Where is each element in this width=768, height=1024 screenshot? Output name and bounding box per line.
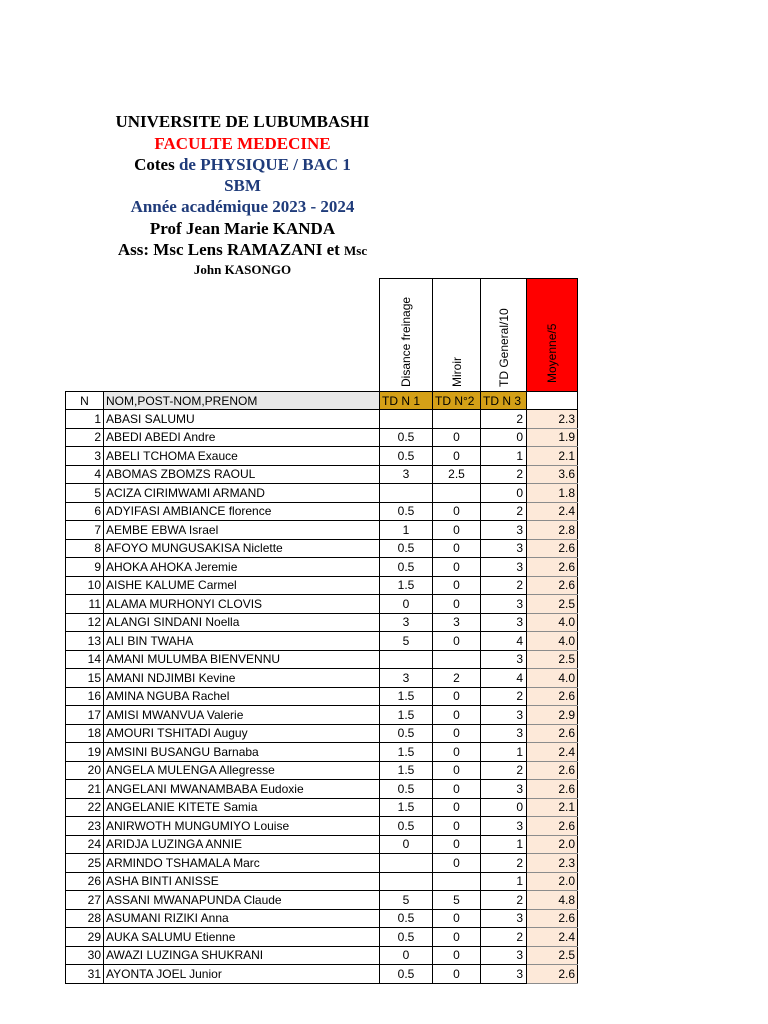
td3-score: 4 xyxy=(481,632,527,651)
row-number: 14 xyxy=(66,650,104,669)
table-row xyxy=(66,798,578,817)
td2-score: 0 xyxy=(433,965,481,984)
student-name: AMANI NDJIMBI Kevine xyxy=(104,669,380,688)
table-row xyxy=(66,891,578,910)
td3-score: 2 xyxy=(481,502,527,521)
row-number: 13 xyxy=(66,632,104,651)
table-row xyxy=(66,872,578,891)
row-number: 6 xyxy=(66,502,104,521)
student-name: ANGELA MULENGA Allegresse xyxy=(104,761,380,780)
student-name: ALANGI SINDANI Noella xyxy=(104,613,380,632)
row-number: 29 xyxy=(66,928,104,947)
moyenne-score: 4.0 xyxy=(527,669,578,688)
td1-score: 0.5 xyxy=(380,780,433,799)
student-name: ABASI SALUMU xyxy=(104,410,380,429)
td1-score: 0.5 xyxy=(380,928,433,947)
td2-score: 0 xyxy=(433,687,481,706)
td3-score: 3 xyxy=(481,706,527,725)
table-row xyxy=(66,780,578,799)
td2-score: 3 xyxy=(433,613,481,632)
row-number: 3 xyxy=(66,447,104,466)
td2-score xyxy=(433,410,481,429)
col-td2: TD N°2 xyxy=(433,392,481,410)
table-row xyxy=(66,817,578,836)
table-row xyxy=(66,946,578,965)
row-number: 25 xyxy=(66,854,104,873)
moyenne-score: 2.4 xyxy=(527,928,578,947)
td3-score: 2 xyxy=(481,687,527,706)
td2-score: 0 xyxy=(433,576,481,595)
td1-score: 3 xyxy=(380,613,433,632)
td1-score: 1.5 xyxy=(380,576,433,595)
student-name: AHOKA AHOKA Jeremie xyxy=(104,558,380,577)
col-moyenne xyxy=(527,392,578,410)
moyenne-score: 2.8 xyxy=(527,521,578,540)
student-name: ARMINDO TSHAMALA Marc xyxy=(104,854,380,873)
professor-name: Prof Jean Marie KANDA xyxy=(149,219,336,238)
row-number: 12 xyxy=(66,613,104,632)
rotated-header-row xyxy=(66,279,578,392)
student-name: AMANI MULUMBA BIENVENNU xyxy=(104,650,380,669)
td1-score xyxy=(380,872,433,891)
td2-score: 0 xyxy=(433,909,481,928)
td2-score: 0 xyxy=(433,632,481,651)
table-row xyxy=(66,650,578,669)
td3-score: 2 xyxy=(481,465,527,484)
faculty-title: FACULTE MEDECINE xyxy=(154,134,331,153)
table-row xyxy=(66,447,578,466)
td1-score: 0 xyxy=(380,835,433,854)
td2-score: 0 xyxy=(433,447,481,466)
table-row xyxy=(66,558,578,577)
td1-score xyxy=(380,650,433,669)
moyenne-score: 2.3 xyxy=(527,410,578,429)
td3-score: 2 xyxy=(481,854,527,873)
moyenne-score: 2.6 xyxy=(527,909,578,928)
moyenne-score: 2.6 xyxy=(527,817,578,836)
td2-score: 0 xyxy=(433,595,481,614)
moyenne-score: 2.3 xyxy=(527,854,578,873)
table-row xyxy=(66,854,578,873)
td3-score: 1 xyxy=(481,835,527,854)
td3-score: 3 xyxy=(481,817,527,836)
td2-score: 0 xyxy=(433,835,481,854)
row-number: 23 xyxy=(66,817,104,836)
td3-score: 2 xyxy=(481,576,527,595)
moyenne-score: 2.1 xyxy=(527,798,578,817)
td2-score xyxy=(433,872,481,891)
moyenne-score: 2.9 xyxy=(527,706,578,725)
td2-score: 5 xyxy=(433,891,481,910)
moyenne-score: 2.0 xyxy=(527,872,578,891)
moyenne-score: 2.5 xyxy=(527,595,578,614)
td1-score: 0.5 xyxy=(380,539,433,558)
table-row xyxy=(66,669,578,688)
table-row xyxy=(66,465,578,484)
td3-score: 4 xyxy=(481,669,527,688)
td3-score: 3 xyxy=(481,780,527,799)
row-number: 30 xyxy=(66,946,104,965)
table-row xyxy=(66,835,578,854)
td3-score: 3 xyxy=(481,946,527,965)
moyenne-score: 1.9 xyxy=(527,428,578,447)
td3-score: 1 xyxy=(481,743,527,762)
row-number: 10 xyxy=(66,576,104,595)
student-name: ASUMANI RIZIKI Anna xyxy=(104,909,380,928)
moyenne-score: 2.1 xyxy=(527,447,578,466)
moyenne-score: 2.6 xyxy=(527,780,578,799)
assistants-text: Ass: Msc Lens RAMAZANI et xyxy=(117,240,345,259)
table-row xyxy=(66,761,578,780)
student-name: AFOYO MUNGUSAKISA Niclette xyxy=(104,539,380,558)
td3-score: 3 xyxy=(481,965,527,984)
td1-score: 1.5 xyxy=(380,706,433,725)
row-number: 11 xyxy=(66,595,104,614)
moyenne-score: 4.0 xyxy=(527,613,578,632)
col-n: N xyxy=(66,392,104,410)
student-name: ABEDI ABEDI Andre xyxy=(104,428,380,447)
td1-score xyxy=(380,410,433,429)
column-header-row xyxy=(66,392,578,410)
row-number: 15 xyxy=(66,669,104,688)
row-number: 22 xyxy=(66,798,104,817)
table-row xyxy=(66,743,578,762)
student-name: AMINA NGUBA Rachel xyxy=(104,687,380,706)
td3-score: 1 xyxy=(481,447,527,466)
student-name: AUKA SALUMU Etienne xyxy=(104,928,380,947)
header-moyenne-rotated: Moyenne/5 xyxy=(527,279,578,392)
moyenne-score: 2.4 xyxy=(527,743,578,762)
student-name: AMOURI TSHITADI Auguy xyxy=(104,724,380,743)
td1-score: 0.5 xyxy=(380,447,433,466)
student-name: ANGELANIE KITETE Samia xyxy=(104,798,380,817)
td2-score xyxy=(433,484,481,503)
td3-score: 2 xyxy=(481,761,527,780)
moyenne-score: 2.5 xyxy=(527,946,578,965)
td2-score: 2.5 xyxy=(433,465,481,484)
student-name: ABOMAS ZBOMZS RAOUL xyxy=(104,465,380,484)
td3-score: 3 xyxy=(481,650,527,669)
table-row xyxy=(66,428,578,447)
row-number: 28 xyxy=(66,909,104,928)
td2-score xyxy=(433,650,481,669)
table-row xyxy=(66,909,578,928)
td1-score: 0.5 xyxy=(380,724,433,743)
td3-score: 1 xyxy=(481,872,527,891)
student-name: ABELI TCHOMA Exauce xyxy=(104,447,380,466)
row-number: 17 xyxy=(66,706,104,725)
td1-score: 5 xyxy=(380,632,433,651)
table-row xyxy=(66,632,578,651)
student-name: AEMBE EBWA Israel xyxy=(104,521,380,540)
moyenne-score: 2.6 xyxy=(527,576,578,595)
td1-score: 1.5 xyxy=(380,743,433,762)
row-number: 7 xyxy=(66,521,104,540)
td2-score: 0 xyxy=(433,798,481,817)
row-number: 21 xyxy=(66,780,104,799)
course-line xyxy=(0,155,485,175)
row-number: 2 xyxy=(66,428,104,447)
td3-score: 0 xyxy=(481,484,527,503)
table-row xyxy=(66,410,578,429)
col-name: NOM,POST-NOM,PRENOM xyxy=(104,392,380,410)
assistants-msc: Msc xyxy=(344,243,368,258)
table-row xyxy=(66,539,578,558)
td1-score: 3 xyxy=(380,465,433,484)
row-number: 27 xyxy=(66,891,104,910)
row-number: 5 xyxy=(66,484,104,503)
row-number: 19 xyxy=(66,743,104,762)
student-name: AMISI MWANVUA Valerie xyxy=(104,706,380,725)
row-number: 20 xyxy=(66,761,104,780)
row-number: 8 xyxy=(66,539,104,558)
col-td1: TD N 1 xyxy=(380,392,433,410)
td1-score: 0.5 xyxy=(380,502,433,521)
moyenne-score: 2.6 xyxy=(527,558,578,577)
table-row xyxy=(66,706,578,725)
td3-score: 3 xyxy=(481,724,527,743)
moyenne-score: 3.6 xyxy=(527,465,578,484)
table-row xyxy=(66,613,578,632)
td1-score: 0 xyxy=(380,595,433,614)
student-name: ADYIFASI AMBIANCE florence xyxy=(104,502,380,521)
table-row xyxy=(66,576,578,595)
td2-score: 0 xyxy=(433,539,481,558)
td2-score: 0 xyxy=(433,780,481,799)
student-name: ALI BIN TWAHA xyxy=(104,632,380,651)
header-td2-rotated: Miroir xyxy=(433,279,481,392)
td3-score: 2 xyxy=(481,928,527,947)
td3-score: 3 xyxy=(481,909,527,928)
student-name: ASHA BINTI ANISSE xyxy=(104,872,380,891)
table-row xyxy=(66,595,578,614)
td2-score: 0 xyxy=(433,817,481,836)
td2-score: 0 xyxy=(433,761,481,780)
moyenne-score: 2.0 xyxy=(527,835,578,854)
td2-score: 0 xyxy=(433,946,481,965)
row-number: 9 xyxy=(66,558,104,577)
row-number: 1 xyxy=(66,410,104,429)
td2-score: 0 xyxy=(433,706,481,725)
moyenne-score: 2.4 xyxy=(527,502,578,521)
table-row xyxy=(66,965,578,984)
td3-score: 3 xyxy=(481,613,527,632)
td2-score: 0 xyxy=(433,724,481,743)
moyenne-score: 1.8 xyxy=(527,484,578,503)
td3-score: 2 xyxy=(481,891,527,910)
student-name: ANGELANI MWANAMBABA Eudoxie xyxy=(104,780,380,799)
td1-score xyxy=(380,484,433,503)
row-number: 31 xyxy=(66,965,104,984)
td3-score: 0 xyxy=(481,798,527,817)
grades-table xyxy=(65,278,578,984)
td2-score: 0 xyxy=(433,743,481,762)
td1-score: 1.5 xyxy=(380,687,433,706)
row-number: 26 xyxy=(66,872,104,891)
student-name: AWAZI LUZINGA SHUKRANI xyxy=(104,946,380,965)
td1-score xyxy=(380,854,433,873)
td2-score: 0 xyxy=(433,428,481,447)
table-row xyxy=(66,502,578,521)
table-row xyxy=(66,521,578,540)
moyenne-score: 2.6 xyxy=(527,687,578,706)
row-number: 4 xyxy=(66,465,104,484)
td1-score: 5 xyxy=(380,891,433,910)
student-name: ACIZA CIRIMWAMI ARMAND xyxy=(104,484,380,503)
td3-score: 3 xyxy=(481,595,527,614)
moyenne-score: 2.5 xyxy=(527,650,578,669)
td1-score: 1 xyxy=(380,521,433,540)
assistants-line-2: John KASONGO xyxy=(193,262,292,277)
row-number: 18 xyxy=(66,724,104,743)
td1-score: 0.5 xyxy=(380,909,433,928)
td1-score: 0.5 xyxy=(380,558,433,577)
student-name: AYONTA JOEL Junior xyxy=(104,965,380,984)
table-row xyxy=(66,724,578,743)
course-de: de xyxy=(178,155,201,174)
td1-score: 0 xyxy=(380,946,433,965)
td2-score: 0 xyxy=(433,502,481,521)
td2-score: 2 xyxy=(433,669,481,688)
moyenne-score: 4.8 xyxy=(527,891,578,910)
moyenne-score: 2.6 xyxy=(527,761,578,780)
header-td3-rotated: TD General/10 xyxy=(481,279,527,392)
assistants-line xyxy=(0,240,485,260)
student-name: ANIRWOTH MUNGUMIYO Louise xyxy=(104,817,380,836)
student-name: ASSANI MWANAPUNDA Claude xyxy=(104,891,380,910)
moyenne-score: 2.6 xyxy=(527,724,578,743)
program-title: SBM xyxy=(224,176,261,195)
td3-score: 2 xyxy=(481,410,527,429)
row-number: 16 xyxy=(66,687,104,706)
student-name: ALAMA MURHONYI CLOVIS xyxy=(104,595,380,614)
td1-score: 1.5 xyxy=(380,798,433,817)
td1-score: 1.5 xyxy=(380,761,433,780)
td2-score: 0 xyxy=(433,558,481,577)
table-row xyxy=(66,687,578,706)
course-name: PHYSIQUE / BAC 1 xyxy=(200,155,351,174)
td2-score: 0 xyxy=(433,521,481,540)
academic-year: Année académique 2023 - 2024 xyxy=(130,197,355,216)
moyenne-score: 2.6 xyxy=(527,965,578,984)
td1-score: 0.5 xyxy=(380,817,433,836)
td3-score: 3 xyxy=(481,558,527,577)
student-name: ARIDJA LUZINGA ANNIE xyxy=(104,835,380,854)
table-row xyxy=(66,484,578,503)
student-name: AISHE KALUME Carmel xyxy=(104,576,380,595)
moyenne-score: 4.0 xyxy=(527,632,578,651)
col-td3: TD N 3 xyxy=(481,392,527,410)
td3-score: 3 xyxy=(481,539,527,558)
td3-score: 0 xyxy=(481,428,527,447)
td2-score: 0 xyxy=(433,854,481,873)
header-td1-rotated: Disance freinage xyxy=(380,279,433,392)
td2-score: 0 xyxy=(433,928,481,947)
td1-score: 0.5 xyxy=(380,428,433,447)
moyenne-score: 2.6 xyxy=(527,539,578,558)
university-title: UNIVERSITE DE LUBUMBASHI xyxy=(115,112,370,131)
td1-score: 0.5 xyxy=(380,965,433,984)
td3-score: 3 xyxy=(481,521,527,540)
course-prefix: Cotes xyxy=(134,155,179,174)
row-number: 24 xyxy=(66,835,104,854)
student-name: AMSINI BUSANGU Barnaba xyxy=(104,743,380,762)
td1-score: 3 xyxy=(380,669,433,688)
table-row xyxy=(66,928,578,947)
